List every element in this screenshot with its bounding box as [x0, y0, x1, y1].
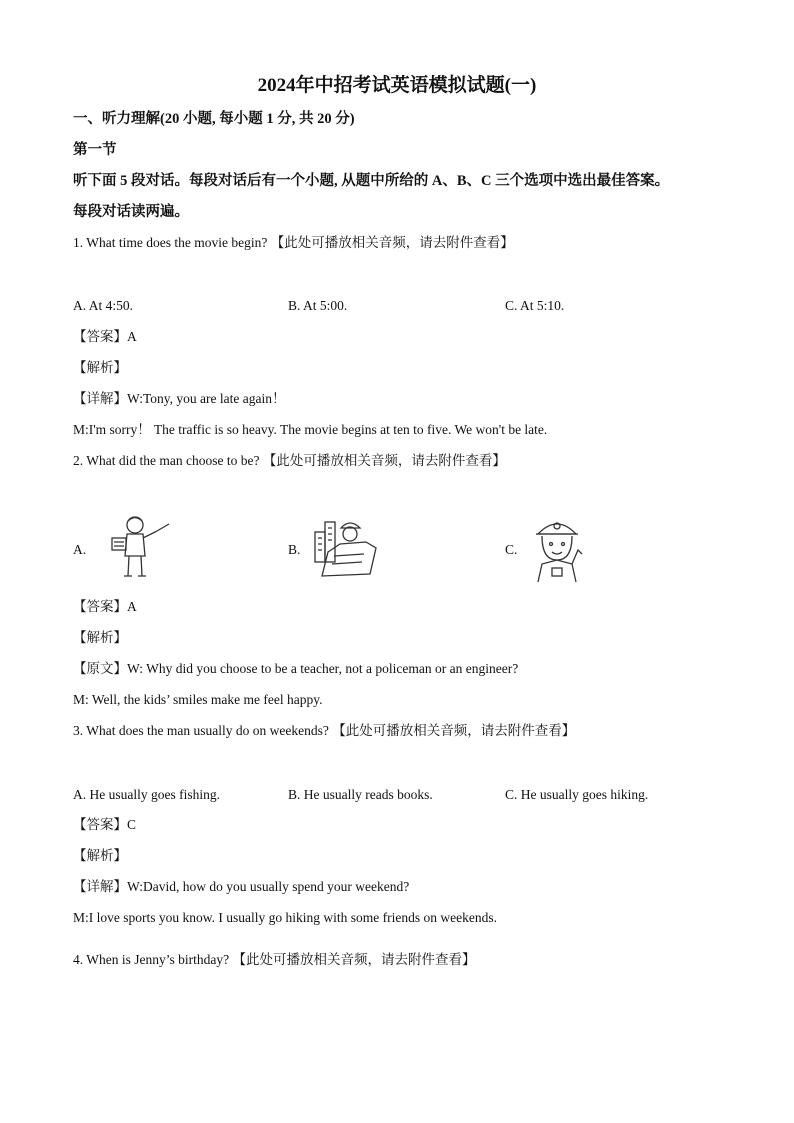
question-3-detail-2: M:I love sports you know. I usually go hiking with some friends on weekends. — [73, 910, 497, 925]
question-2-option-b: B. — [288, 542, 301, 557]
question-3-option-b: B. He usually reads books. — [288, 787, 433, 802]
question-2-option-c: C. — [505, 542, 518, 557]
question-3-detail-1: 【详解】W:David, how do you usually spend your weekend? — [73, 879, 410, 894]
question-1-option-c: C. At 5:10. — [505, 298, 565, 313]
question-2-stem: 2. What did the man choose to be? 【此处可播放相关音频，请去附件查看】 — [73, 453, 506, 468]
question-3-answer: 【答案】C — [73, 817, 137, 832]
question-3-option-c: C. He usually goes hiking. — [505, 787, 649, 802]
page-title: 2024年中招考试英语模拟试题(一) — [257, 75, 537, 96]
engineer-icon — [310, 514, 382, 589]
question-4-stem: 4. When is Jenny’s birthday? 【此处可播放相关音频，请去附件查看】 — [73, 952, 476, 967]
section-heading: 一、听力理解(20 小题, 每小题 1 分, 共 20 分) — [73, 111, 355, 127]
question-2-detail-1: 【原文】W: Why did you choose to be a teacher, not a policeman or an engineer? — [73, 661, 519, 676]
question-1-stem: 1. What time does the movie begin? 【此处可播放相关音频，请去附件查看】 — [73, 235, 514, 250]
question-1-option-b: B. At 5:00. — [288, 298, 348, 313]
part-heading: 第一节 — [73, 142, 117, 158]
question-3-analysis: 【解析】 — [73, 848, 127, 863]
question-3-stem: 3. What does the man usually do on weekends? 【此处可播放相关音频，请去附件查看】 — [73, 723, 576, 738]
question-1-option-a: A. At 4:50. — [73, 298, 134, 313]
question-1-detail-1: 【详解】W:Tony, you are late again！ — [73, 391, 286, 406]
question-2-option-a: A. — [73, 542, 87, 557]
question-1-analysis: 【解析】 — [73, 360, 127, 375]
policeman-icon — [528, 514, 586, 589]
question-2-answer: 【答案】A — [73, 599, 137, 614]
teacher-icon — [103, 512, 173, 587]
question-1-answer: 【答案】A — [73, 329, 137, 344]
question-1-detail-2: M:I'm sorry！ The traffic is so heavy. The movie begins at ten to five. We won't be late. — [73, 422, 548, 437]
question-2-detail-2: M: Well, the kids’ smiles make me feel happy. — [73, 692, 323, 707]
question-2-analysis: 【解析】 — [73, 630, 127, 645]
question-3-option-a: A. He usually goes fishing. — [73, 787, 220, 802]
instructions-line-2: 每段对话读两遍。 — [73, 204, 189, 220]
instructions-line-1: 听下面 5 段对话。每段对话后有一个小题, 从题中所给的 A、B、C 三个选项中选出最佳答案。 — [73, 173, 670, 189]
